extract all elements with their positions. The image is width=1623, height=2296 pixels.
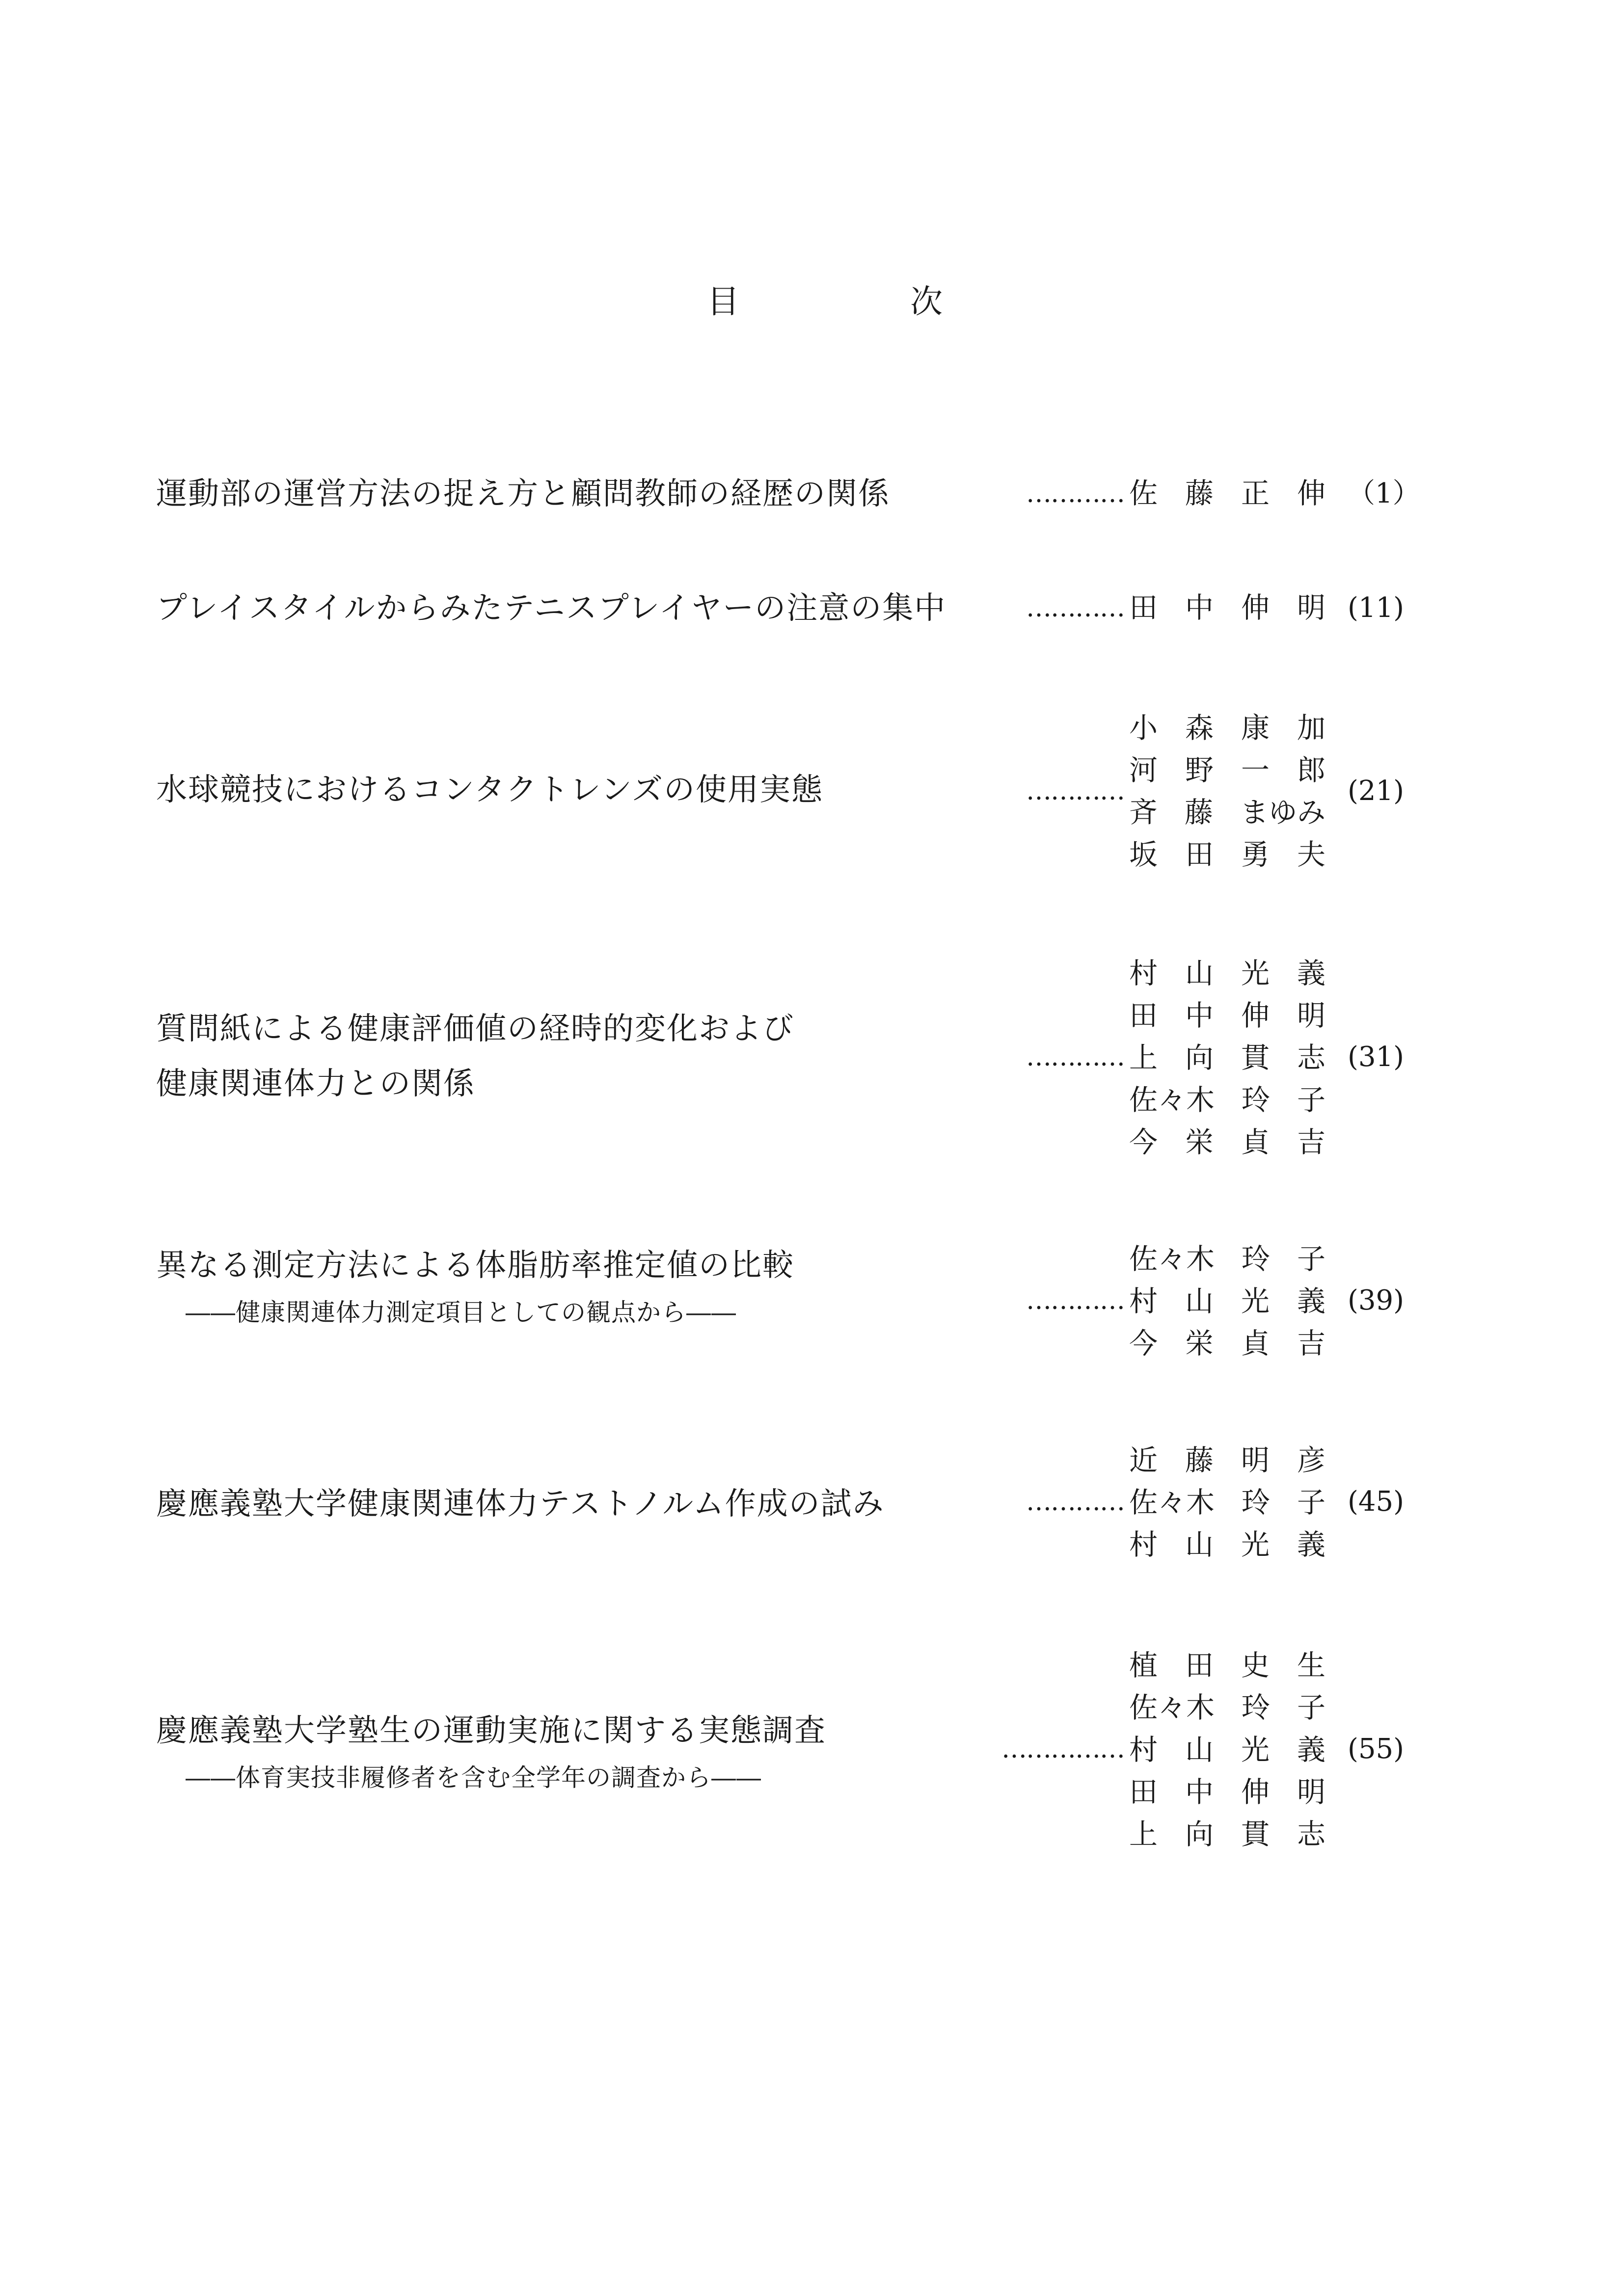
entry-subtitle: ――体育実技非履修者を含む全学年の調査から―― (186, 1763, 761, 1792)
author-list (1129, 587, 1325, 629)
author-name: 村 山 光 義 (1129, 957, 1325, 990)
entry-title: 異なる測定方法による体脂肪率推定値の比較 (156, 1247, 794, 1283)
page-number: （1） (1348, 478, 1420, 509)
entry-title: 慶應義塾大学健康関連体力テストノルム作成の試み (156, 1486, 885, 1522)
author-name: 村 山 光 義 (1129, 1528, 1325, 1561)
page-number: (55) (1348, 1733, 1404, 1765)
author-list (1129, 1644, 1325, 1855)
author-name: 植 田 史 生 (1129, 1649, 1325, 1682)
dot-leader: ………… (1026, 1042, 1124, 1072)
author-list (1129, 952, 1325, 1163)
dot-leader: ………… (1026, 1286, 1124, 1315)
page-number: (11) (1348, 592, 1404, 624)
page-title (707, 275, 943, 334)
author-name: 佐々木 玲 子 (1129, 1691, 1325, 1724)
author-name: 佐々木 玲 子 (1129, 1486, 1325, 1519)
entry-title: 質問紙による健康評価値の経時的変化および (156, 1011, 794, 1046)
entry-title: 運動部の運営方法の捉え方と顧問教師の経歴の関係 (156, 476, 890, 511)
dot-leader: ………… (1026, 776, 1124, 806)
entry-title: 慶應義塾大学塾生の運動実施に関する実態調査 (156, 1712, 826, 1748)
entry-title: 水球競技におけるコンタクトレンズの使用実態 (156, 772, 824, 807)
dot-leader: ………… (1026, 1487, 1124, 1517)
page-title-char-2: 次 (910, 283, 943, 320)
author-name: 斉 藤 まゆみ (1129, 796, 1325, 829)
author-name: 今 栄 貞 吉 (1129, 1327, 1325, 1360)
author-name: 村 山 光 義 (1129, 1733, 1325, 1766)
dot-leader: …………… (1001, 1735, 1124, 1764)
entry-subtitle: ――健康関連体力測定項目としての観点から―― (186, 1298, 736, 1327)
page-number: (45) (1348, 1486, 1404, 1518)
author-name: 河 野 一 郎 (1129, 753, 1325, 787)
author-name: 上 向 貫 志 (1129, 1817, 1325, 1851)
entry-title: 健康関連体力との関係 (156, 1066, 475, 1101)
author-name: 上 向 貫 志 (1129, 1041, 1325, 1074)
dot-leader: ………… (1026, 479, 1124, 508)
author-name: 村 山 光 義 (1129, 1284, 1325, 1318)
entry-title: プレイスタイルからみたテニスプレイヤーの注意の集中 (156, 590, 947, 626)
page-number: (31) (1348, 1041, 1404, 1073)
author-list (1129, 472, 1325, 514)
author-name: 佐 藤 正 伸 (1129, 477, 1325, 510)
author-list (1129, 1238, 1325, 1364)
author-name: 田 中 伸 明 (1129, 999, 1325, 1032)
author-name: 田 中 伸 明 (1129, 591, 1325, 624)
author-name: 佐々木 玲 子 (1129, 1242, 1325, 1276)
author-name: 田 中 伸 明 (1129, 1775, 1325, 1809)
page-title-char-1: 目 (707, 283, 739, 320)
author-name: 近 藤 明 彦 (1129, 1443, 1325, 1477)
author-list (1129, 1439, 1325, 1566)
author-name: 今 栄 貞 吉 (1129, 1125, 1325, 1159)
dot-leader: ………… (1026, 593, 1124, 623)
author-name: 小 森 康 加 (1129, 711, 1325, 745)
page-number: (39) (1348, 1284, 1404, 1316)
page-number: (21) (1348, 775, 1404, 807)
author-name: 佐々木 玲 子 (1129, 1083, 1325, 1117)
author-list (1129, 707, 1325, 876)
author-name: 坂 田 勇 夫 (1129, 838, 1325, 871)
